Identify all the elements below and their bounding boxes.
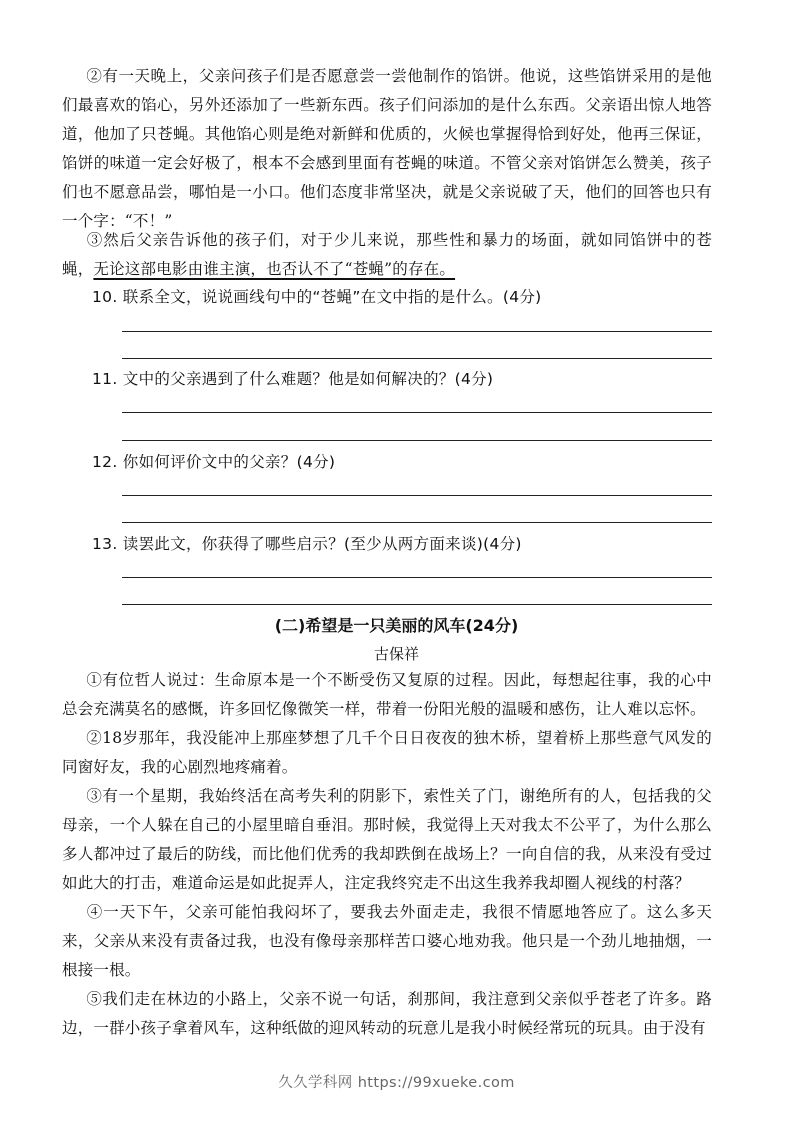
section2-paragraph-4 (62, 898, 712, 985)
question-number: 11. (92, 370, 118, 388)
section2-paragraph-1 (62, 666, 712, 724)
answer-line[interactable] (122, 522, 712, 523)
paragraph-text: ②18岁那年，我没能冲上那座梦想了几千个日日夜夜的独木桥，望着桥上那些意气风发的同窗好友，我的心剧烈地疼痛着。 (62, 729, 712, 776)
question-12 (92, 450, 335, 474)
answer-line[interactable] (122, 577, 712, 578)
section2-paragraph-5 (62, 985, 712, 1043)
question-11 (92, 367, 493, 391)
question-13 (92, 532, 522, 556)
answer-line[interactable] (122, 412, 712, 413)
paragraph-text: ⑤我们走在林边的小路上，父亲不说一句话，刹那间，我注意到父亲似乎苍老了许多。路边，一群小孩子拿着风车，这种纸做的迎风转动的玩意儿是我小时候经常玩的玩具。由于没有 (62, 990, 712, 1037)
section2-paragraph-2 (62, 724, 712, 782)
question-number: 12. (92, 453, 118, 471)
underlined-sentence: 无论这部电影由谁主演，也否认不了“苍蝇”的存在。 (93, 260, 456, 278)
answer-line[interactable] (122, 604, 712, 605)
question-text: 读罢此文，你获得了哪些启示？(至少从两方面来谈)(4分) (122, 535, 522, 553)
answer-line[interactable] (122, 358, 712, 359)
footer-watermark: 久久学科网 https://99xueke.com (278, 1075, 515, 1091)
question-number: 10. (92, 288, 118, 306)
passage1-paragraph-3 (62, 226, 712, 284)
paragraph-text: ②有一天晚上，父亲问孩子们是否愿意尝一尝他制作的馅饼。他说，这些馅饼采用的是他们最喜欢的馅心，另外还添加了一些新东西。孩子们问添加的是什么东西。父亲语出惊人地答道，他加了只苍蝇。其他馅心则是绝对新鲜和优质的，火候也掌握得恰到好处，他再三保证，馅饼的味道一定会好极了，根本不会感到里面有苍蝇的味道。不管父亲对馅饼怎么赞美，孩子们也不愿意品尝，哪怕是一小口。他们态度非常坚决，就是父亲说破了天，他们的回答也只有一个字：“不！” (62, 67, 712, 230)
question-number: 13. (92, 535, 118, 553)
question-text: 你如何评价文中的父亲？(4分) (122, 453, 336, 471)
question-text: 文中的父亲遇到了什么难题？他是如何解决的？(4分) (122, 370, 494, 388)
answer-line[interactable] (122, 440, 712, 441)
passage1-paragraph-2 (62, 62, 712, 236)
author-name: 古保祥 (373, 645, 419, 663)
question-10 (92, 285, 542, 309)
section2-paragraph-3 (62, 782, 712, 898)
paragraph-text: ①有位哲人说过：生命原本是一个不断受伤又复原的过程。因此，每想起往事，我的心中总会充满莫名的感慨，许多回忆像微笑一样，带着一份阳光般的温暖和感伤，让人难以忘怀。 (62, 671, 712, 718)
paragraph-text: ④一天下午，父亲可能怕我闷坏了，要我去外面走走，我很不情愿地答应了。这么多天来，父亲从来没有责备过我，也没有像母亲那样苦口婆心地劝我。他只是一个劲儿地抽烟，一根接一根。 (62, 903, 712, 979)
question-text: 联系全文，说说画线句中的“苍蝇”在文中指的是什么。(4分) (122, 288, 542, 306)
section-title: (二)希望是一只美丽的风车(24分) (274, 616, 519, 635)
answer-line[interactable] (122, 495, 712, 496)
paragraph-text: ③然后父亲告诉他的孩子们，对于少儿来说，那些性和暴力的场面，就如同馅饼中的苍蝇， (62, 231, 712, 278)
paragraph-text: ③有一个星期，我始终活在高考失利的阴影下，索性关了门，谢绝所有的人，包括我的父母亲，一个人躲在自己的小屋里暗自垂泪。那时候，我觉得上天对我太不公平了，为什么那么多人都冲过了最后的防线，而比他们优秀的我却跌倒在战场上？一向自信的我，从来没有受过如此大的打击，难道命运是如此捉弄人，注定我终究走不出这生我养我却圈人视线的村落？ (62, 787, 712, 892)
answer-line[interactable] (122, 331, 712, 332)
